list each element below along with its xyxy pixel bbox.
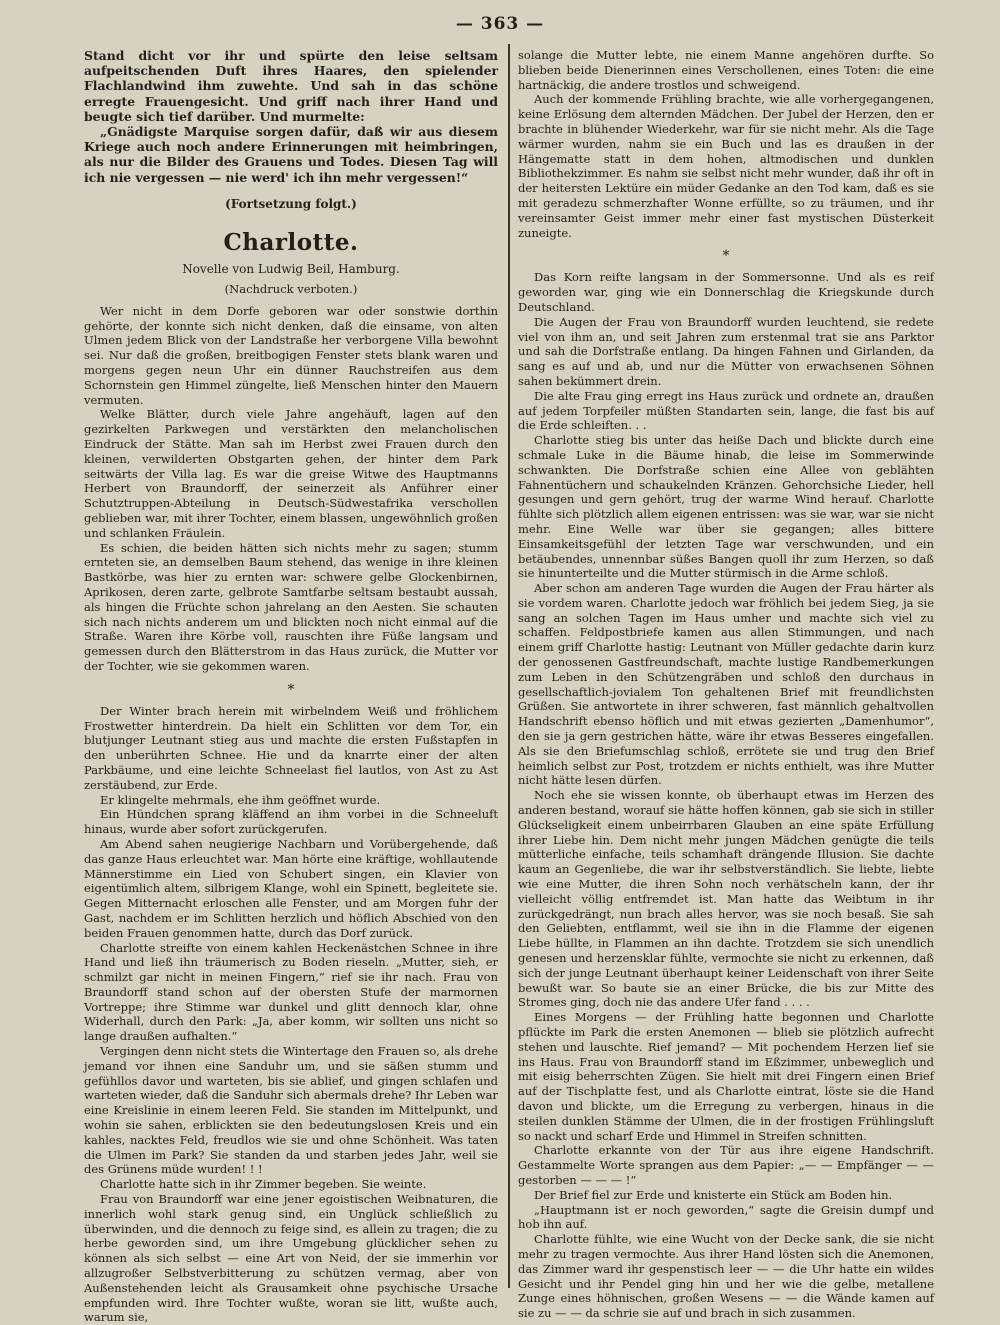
left-paragraphs-b [84, 704, 498, 1325]
body-paragraph: Charlotte stieg bis unter das heiße Dach und blickte durch eine schmale Luke in die Bäume hinab, die leise im Sommerwinde schwankten. Die Dorfstraße schien eine Allee von geblähten Fahnentüchern und schaukelnden Kränzen. Gehorchsiche Lieder, hell gesungen und gern gehört, trug der warme Wind herauf. Charlotte fühlte sich plötzlich allem eigenen entrissen: was sie war, war sie nicht mehr. Eine Welle war über sie gegangen; alles bittere Einsamkeitsgefühl der letzten Tage war verschwunden, und ein betäubendes, unnennbar süßes Bangen quoll ihr zum Herzen, so daß sie hinunterteilte und die Mutter stürmisch in die Arme schloß. [518, 433, 934, 581]
body-paragraph: Charlotte streifte von einem kahlen Heckenästchen Schnee in ihre Hand und ließ ihn träumerisch zu Boden rieseln. „Mutter, sieh, er schmilzt gar nicht in meinen Fingern,“ rief sie ihr nach. Frau von Braundorff stand schon auf der obersten Stufe der marmornen Vortreppe; ihre Stimme war dunkel und glitt dennoch klar, ohne Widerhall, durch den Park: „Ja, aber komm, wir sollten uns nicht so lange draußen aufhalten.“ [84, 940, 498, 1044]
body-paragraph: Das Korn reifte langsam in der Sommersonne. Und als es reif geworden war, ging wie ein Donnerschlag die Kriegskunde durch Deutschland. [518, 270, 934, 314]
continuation-notice: (Fortsetzung folgt.) [225, 196, 357, 211]
right-paragraphs-a [518, 48, 934, 240]
column-divider [508, 44, 510, 1288]
left-column [84, 48, 498, 1325]
body-paragraph: Am Abend sahen neugierige Nachbarn und Vorübergehende, daß das ganze Haus erleuchtet war. Man hörte eine kräftige, wohllautende Männerstimme ein Lied von Schubert singen, ein Klavier von eigentümlich altem, silbrigem Klange, wohl ein Spinett, begleitete sie. Gegen Mitternacht erloschen alle Fenster, und am Morgen fuhr der Gast, nachdem er im Schlitten herzlich und höflich Abschied von den beiden Frauen genommen hatte, durch das Dorf zurück. [84, 836, 498, 940]
body-paragraph: Wer nicht in dem Dorfe geboren war oder sonstwie dorthin gehörte, der konnte sich nicht denken, daß die einsame, von alten Ulmen jedem Blick von der Landstraße her verborgene Villa bewohnt sei. Nur daß die großen, breitbogigen Fenster stets blank waren und morgens gegen neun Uhr ein dünner Rauchstreifen aus dem Schornstein gen Himmel züngelte, ließ Menschen hinter den Mauern vermuten. [84, 303, 498, 407]
body-paragraph: solange die Mutter lebte, nie einem Manne angehören durfte. So blieben beide Dienerinnen eines Verschollenen, eines Toten: die eine hartnäckig, die andere trostlos und schweigend. [518, 48, 934, 92]
novella-byline: Novelle von Ludwig Beil, Hamburg. [182, 261, 400, 276]
body-paragraph: Frau von Braundorff war eine jener egoistischen Weibnaturen, die innerlich wohl stark genug sind, ein Unglück schließlich zu überwinden, und die dennoch zu feige sind, es allein zu tragen; die zu herbe geworden sind, um ihre Umgebung glücklicher sehen zu können als sich selbst — eine Art von Neid, der sie immerhin vor allzugroßer Selbstverbitterung zu schützen vermag, aber von Außenstehenden leicht als Grausamkeit ohne psychische Ursache empfunden wird. Ihre Tochter wußte, woran sie litt, wußte auch, warum sie, [84, 1192, 498, 1325]
body-paragraph: Charlotte hatte sich in ihr Zimmer begeben. Sie weinte. [100, 1177, 427, 1192]
body-paragraph: Welke Blätter, durch viele Jahre angehäuft, lagen auf den gezirkelten Parkwegen und verstärkten den melancholischen Eindruck der Stätte. Man sah im Herbst zwei Frauen durch den kleinen, verwilderten Obstgarten gehen, der hinter dem Park seitwärts der Villa lag. Es war die greise Witwe des Hauptmanns Herbert von Braundorff, der seinerzeit als Anführer einer Schutztruppen-Abteilung in Deutsch-Südwestafrika verschollen geblieben war, mit ihrer Tochter, einem blassen, ungewöhnlich großen und schlanken Fräulein. [84, 407, 498, 540]
body-paragraph: Der Winter brach herein mit wirbelndem Weiß und fröhlichem Frostwetter hinterdrein. Da hielt ein Schlitten vor dem Tor, ein blutjunger Leutnant stieg aus und machte die ersten Fußstapfen in den unberührten Schnee. Hie und da knarrte einer der alten Parkbäume, und eine leichte Schneelast fiel lautlos, von Ast zu Ast zerstäubend, zur Erde. [84, 703, 498, 792]
reprint-notice: (Nachdruck verboten.) [224, 281, 358, 296]
body-paragraph: Aber schon am anderen Tage wurden die Augen der Frau härter als sie vordem waren. Charlotte jedoch war fröhlich bei jedem Sieg, ja sie sang an solchen Tagen im Haus umher und machte sich viel zu schaffen. Feldpostbriefe kamen aus allen Stimmungen, und nach einem griff Charlotte hastig: Leutnant von Müller gedachte darin kurz der genossenen Gastfreundschaft, machte lustige Randbemerkungen zum Leben in den Schützengräben und schloß den durchaus in gesellschaftlich-jovialem Ton gehaltenen Brief mit freundlichsten Grüßen. Sie antwortete in ihrer schweren, fast männlich gehaltvollen Handschrift ebenso höflich und mit etwas gezierten „Damenhumor“, den sie ja gern gestrichen hätte, wäre ihr etwas Besseres eingefallen. Als sie den Briefumschlag schloß, errötete sie und trug den Brief heimlich selbst zur Post, trotzdem er nichts enthielt, was ihre Mutter nicht hätte lesen dürfen. [518, 581, 934, 788]
body-paragraph: Es schien, die beiden hätten sich nichts mehr zu sagen; stumm ernteten sie, an demselben Baum stehend, das wenige in ihre kleinen Bastkörbe, was hier zu ernten war: schwere gelbe Glockenbirnen, Aprikosen, deren zarte, gelbrote Samtfarbe seltsam bestaubt aussah, als hingen die Früchte schon jahrelang an den Aesten. Sie schauten sich nach nichts anderem um und blickten noch nicht einmal auf die Straße. Waren ihre Körbe voll, rauschten ihre Füße langsam und gemessen durch den Blätterstrom in das Haus zurück, die Mutter vor der Tochter, wie sie gekommen waren. [84, 540, 498, 673]
body-paragraph: Charlotte erkannte von der Tür aus ihre eigene Handschrift. Gestammelte Worte sprangen aus dem Papier: „— — Empfänger — — gestorben — — — !“ [518, 1143, 934, 1187]
body-paragraph: Auch der kommende Frühling brachte, wie alle vorhergegangenen, keine Erlösung dem alternden Mädchen. Der Jubel der Herzen, den er brachte in blühender Wiederkehr, war für sie nicht mehr. Als die Tage wärmer wurden, nahm sie ein Buch und las es draußen in der Hängematte statt in dem hohen, altmodischen und dunklen Bibliothekzimmer. Es nahm sie selbst nicht mehr wunder, daß ihr oft in der heitersten Lektüre ein müder Gedanke an den Tod kam, daß es sie mit geradezu schmerzhafter Wonne erfüllte, so zu träumen, und ihr vereinsamter Geist immer mehr einer fast mystischen Düsterkeit zuneigte. [518, 92, 934, 240]
body-paragraph: Er klingelte mehrmals, ehe ihm geöffnet wurde. [100, 792, 381, 807]
continued-quote: „Gnädigste Marquise sorgen dafür, daß wir aus diesem Kriege auch noch andere Erinnerungen mit heimbringen, als nur die Bilder des Grauens und Todes. Diesen Tag will ich nie vergessen — nie werd' ich ihn mehr vergessen!“ [84, 124, 498, 185]
body-paragraph: Der Brief fiel zur Erde und knisterte ein Stück am Boden hin. [534, 1187, 893, 1202]
right-column [518, 48, 934, 1321]
body-paragraph: Die Augen der Frau von Braundorff wurden leuchtend, sie redete viel von ihm an, und seit Jahren zum erstenmal trat sie ans Parktor und sah die Dorfstraße entlang. Da hingen Fahnen und Girlanden, da sang es auf und ab, und nur die Mütter von erwachsenen Söhnen sahen bekümmert drein. [518, 314, 934, 388]
body-paragraph: „Hauptmann ist er noch geworden,“ sagte die Greisin dumpf und hob ihn auf. [518, 1202, 934, 1232]
right-paragraphs-b [518, 270, 934, 1321]
continued-story-ending [84, 48, 498, 185]
section-separator: * [722, 248, 730, 265]
body-paragraph: Vergingen denn nicht stets die Wintertage den Frauen so, als drehe jemand vor ihnen eine Sanduhr um, und sie säßen stumm und gefühllos davor und warteten, bis sie ablief, und gingen schlafen und warteten wieder, daß die Sanduhr sich abermals drehe? Ihr Leben war eine Kreislinie in einem leeren Feld. Sie standen im Mittelpunkt, und wohin sie sahen, erblickten sie den bedeutungslosen Kreis und ein kahles, nacktes Feld, freudlos wie sie und ohne Schönheit. Was taten die Ulmen im Park? Sie standen da und starben jedes Jahr, weil sie des Grünens müde wurden! ! ! [84, 1044, 498, 1177]
body-paragraph: Ein Hündchen sprang kläffend an ihm vorbei in die Schneeluft hinaus, wurde aber sofort zurückgerufen. [84, 807, 498, 837]
body-paragraph: Noch ehe sie wissen konnte, ob überhaupt etwas im Herzen des anderen bestand, worauf sie hätte hoffen können, gab sie sich in stiller Glückseligkeit einem unbeirrbaren Glauben an eine späte Erfüllung ihrer Liebe hin. Dem nicht mehr jungen Mädchen genügte die teils mütterliche einfache, teils schamhaft drängende Illusion. Sie dachte kaum an Gegenliebe, die war ihr selbstverständlich. Sie liebte, liebte wie eine Mutter, die ihren Sohn noch verhätscheln kann, der ihr vielleicht völlig entfremdet ist. Man hatte das Weibtum in ihr zurückgedrängt, nun brach alles hervor, was sie noch besaß. Sie sah den Geliebten, entflammt, weil sie ihn in die Flamme der eigenen Liebe hüllte, in Flammen an ihn dachte. Trotzdem sie sich unendlich genesen und herzensklar fühlte, vermochte sie nicht zu erkennen, daß sich der junge Leutnant überhaupt keiner Leidenschaft von ihrer Seite bewußt war. So baute sie an einer Brücke, die bis zur Mitte des Stromes ging, doch nie das andere Ufer fand . . . . [518, 788, 934, 1010]
page-number: — 363 — [455, 14, 545, 34]
left-paragraphs-a [84, 304, 498, 674]
body-paragraph: Die alte Frau ging erregt ins Haus zurück und ordnete an, draußen auf jedem Torpfeiler müßten Standarten sein, lange, die fast bis auf die Erde schleiften. . . [518, 388, 934, 433]
continued-paragraph: Stand dicht vor ihr und spürte den leise seltsam aufpeitschenden Duft ihres Haares, den spielender Flachlandwind ihm zuwehte. Und sah in das schöne erregte Frauengesicht. Und griff nach ihrer Hand und beugte sich tief darüber. Und murmelte: [84, 48, 498, 124]
body-paragraph: Eines Morgens — der Frühling hatte begonnen und Charlotte pflückte im Park die ersten Anemonen — blieb sie plötzlich aufrecht stehen und lauschte. Rief jemand? — Mit pochendem Herzen lief sie ins Haus. Frau von Braundorff stand im Eßzimmer, unbeweglich und mit eisig beherrschten Zügen. Sie hielt mit drei Fingern einen Brief auf der Tischplatte fest, und als Charlotte eintrat, löste sie die Hand davon und blickte, um die Erregung zu verbergen, hinaus in die steilen dunklen Stämme der Ulmen, die in der frostigen Frühlingsluft so nackt und scharf Erde und Himmel in Streifen schnitten. [518, 1010, 934, 1143]
body-paragraph: Charlotte fühlte, wie eine Wucht von der Decke sank, die sie nicht mehr zu tragen vermochte. Aus ihrer Hand lösten sich die Anemonen, das Zimmer ward ihr gespenstisch leer — — die Uhr hatte ein wildes Gesicht und ihr Pendel ging hin und her wie die gelbe, metallene Zunge eines höhnischen, großen Wesens — — die Wände kamen auf sie zu — — da schrie sie auf und brach in sich zusammen. [518, 1232, 934, 1321]
novella-title: Charlotte. [223, 228, 359, 256]
section-separator: * [287, 681, 295, 698]
